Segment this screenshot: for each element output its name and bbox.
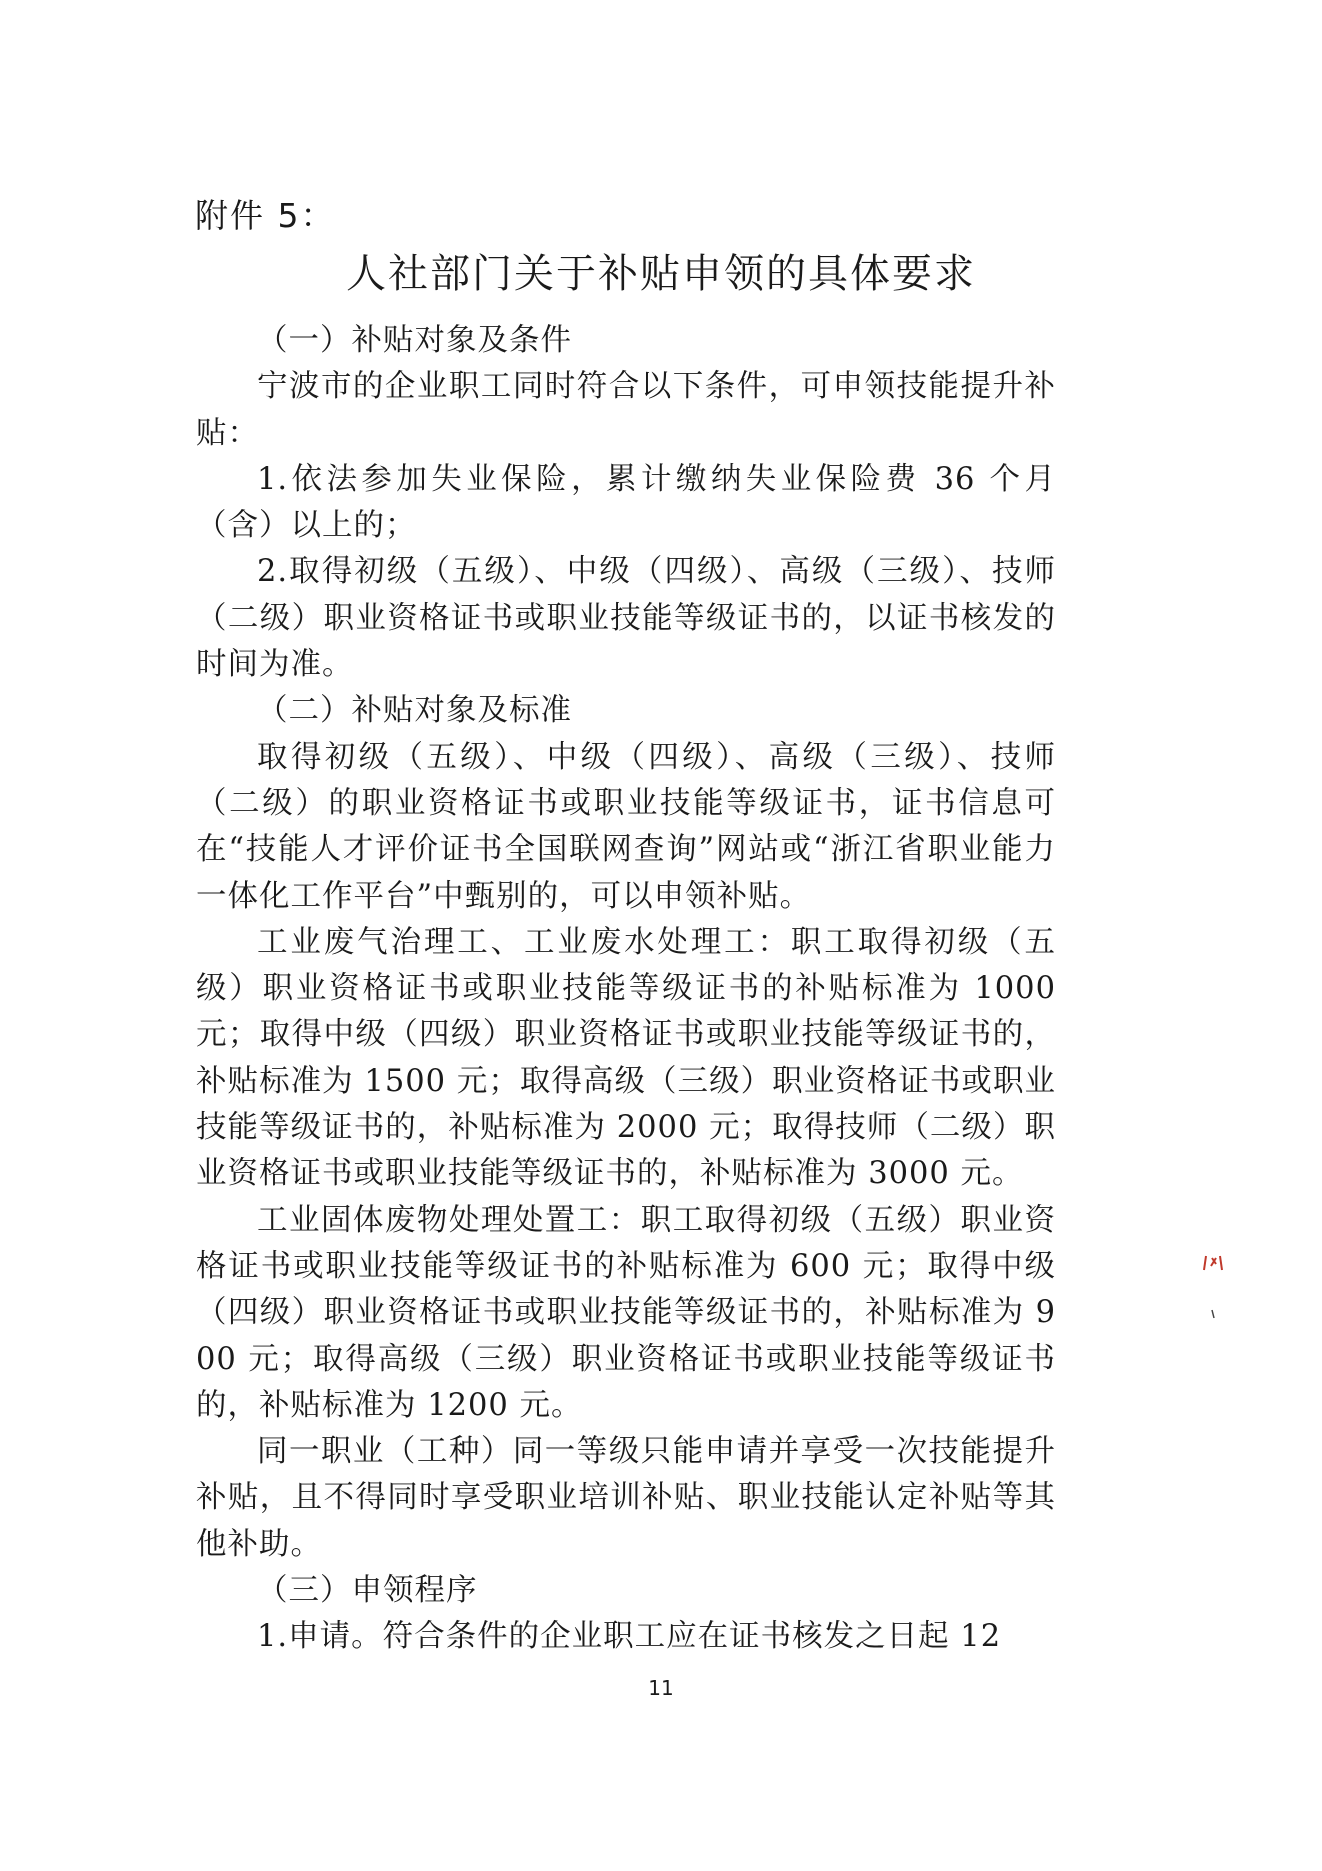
paragraph: 1.申请。符合条件的企业职工应在证书核发之日起 12 [257, 1619, 1002, 1655]
page-number: 11 [648, 1676, 674, 1700]
paragraph: 同一职业（工种）同一等级只能申请并享受一次技能提升补贴，且不得同时享受职业培训补贴、职业技能认定补贴等其他补助。 [196, 1434, 1056, 1562]
paragraph: 2.取得初级（五级）、中级（四级）、高级（三级）、技师（二级）职业资格证书或职业技能等级证书的，以证书核发的时间为准。 [196, 554, 1056, 683]
attachment-label: 附件 5： [195, 196, 336, 235]
paragraph: 宁波市的企业职工同时符合以下条件，可申领技能提升补贴： [196, 369, 1056, 451]
section-heading-1: （一）补贴对象及条件 [257, 323, 572, 358]
section-heading-3: （三）申领程序 [257, 1573, 478, 1609]
margin-stamp-mark [1198, 1250, 1228, 1350]
document-title: 人社部门关于补贴申领的具体要求 [346, 251, 976, 297]
paragraph: 取得初级（五级）、中级（四级）、高级（三级）、技师（二级）的职业资格证书或职业技能等级证书，证书信息可在“技能人才评价证书全国联网查询”网站或“浙江省职业能力一体化工作平台”中甄别的，可以申领补贴。 [196, 739, 1056, 914]
document-body [196, 318, 1056, 1661]
paragraph: 工业固体废物处理处置工：职工取得初级（五级）职业资格证书或职业技能等级证书的补贴标准为 600 元；取得中级（四级）职业资格证书或职业技能等级证书的，补贴标准为 900 元；取得高级（三级）职业资格证书或职业技能等级证书的，补贴标准为 1200 元。 [196, 1202, 1056, 1423]
section-heading-2: （二）补贴对象及标准 [257, 693, 572, 729]
paragraph: 工业废气治理工、工业废水处理工：职工取得初级（五级）职业资格证书或职业技能等级证书的补贴标准为 1000 元；取得中级（四级）职业资格证书或职业技能等级证书的，补贴标准为 1500 元；取得高级（三级）职业资格证书或职业技能等级证书的，补贴标准为 2000 元；取得技师（二级）职业资格证书或职业技能等级证书的，补贴标准为 3000 元。 [196, 924, 1056, 1192]
paragraph: 1.依法参加失业保险，累计缴纳失业保险费 36 个月（含）以上的； [196, 461, 1056, 544]
